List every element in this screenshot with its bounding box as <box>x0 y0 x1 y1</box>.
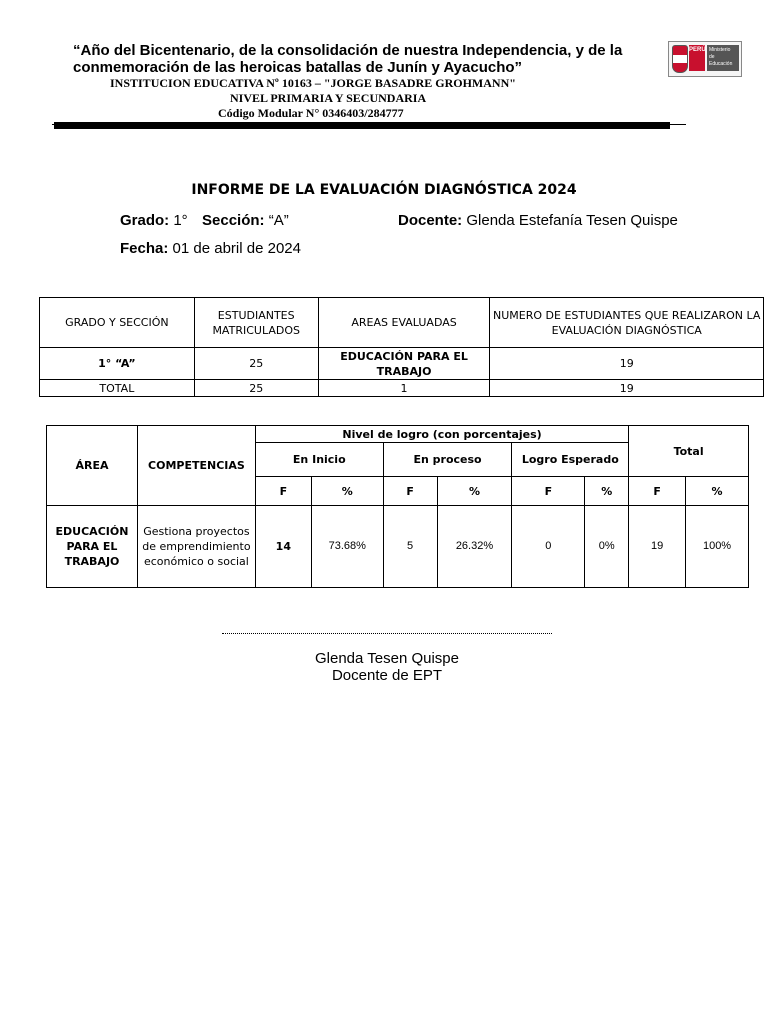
report-title: INFORME DE LA EVALUACIÓN DIAGNÓSTICA 2024 <box>191 182 577 198</box>
signature-line <box>222 633 552 634</box>
total-header: Total <box>629 426 749 477</box>
f-header: F <box>629 477 686 506</box>
logo-ministry-label: Ministerio de Educación <box>707 45 739 71</box>
percent-header: % <box>311 477 383 506</box>
nivel-logro-header: Nivel de logro (con porcentajes) <box>255 426 628 443</box>
table-row <box>40 348 764 380</box>
proceso-percent-cell: 26.32% <box>437 506 512 588</box>
grado-label: Grado: <box>120 212 170 229</box>
inicio-f-cell: 14 <box>255 506 311 588</box>
total-percent-cell: 100% <box>686 506 749 588</box>
header-cell: ESTUDIANTES MATRICULADOS <box>194 298 318 348</box>
esperado-f-cell: 0 <box>512 506 585 588</box>
inicio-percent-cell: 73.68% <box>311 506 383 588</box>
seccion-value: “A” <box>264 212 289 229</box>
area-header: ÁREA <box>47 426 138 506</box>
docente-value: Glenda Estefanía Tesen Quispe <box>462 212 678 229</box>
header-cell: GRADO Y SECCIÓN <box>40 298 195 348</box>
f-header: F <box>512 477 585 506</box>
logro-esperado-header: Logro Esperado <box>512 443 629 477</box>
institution-level: NIVEL PRIMARIA Y SECUNDARIA <box>230 91 427 105</box>
signature-role: Docente de EPT <box>331 667 443 684</box>
table-cell: EDUCACIÓN PARA EL TRABAJO <box>318 348 490 380</box>
fecha-value: 01 de abril de 2024 <box>168 240 301 257</box>
percent-header: % <box>686 477 749 506</box>
institution-name: INSTITUCION EDUCATIVA Nº 10163 – "JORGE BASADRE GROHMANN" <box>110 76 516 90</box>
total-f-cell: 19 <box>629 506 686 588</box>
institution-block <box>110 76 630 121</box>
seccion-label: Sección: <box>202 212 265 229</box>
percent-header: % <box>585 477 629 506</box>
institution-code: Código Modular N° 0346403/284777 <box>218 106 404 120</box>
seccion-field <box>202 212 289 229</box>
table-cell: 25 <box>194 380 318 397</box>
header-cell: AREAS EVALUADAS <box>318 298 490 348</box>
docente-field <box>398 212 678 229</box>
table-header-row <box>47 426 749 443</box>
grado-field <box>120 212 188 229</box>
ministry-logo <box>668 41 742 77</box>
table-cell: 1 <box>318 380 490 397</box>
percent-header: % <box>437 477 512 506</box>
coat-of-arms-icon <box>672 45 688 73</box>
grado-value: 1° <box>169 212 188 229</box>
table-cell: TOTAL <box>40 380 195 397</box>
results-table <box>46 425 749 588</box>
f-header: F <box>255 477 311 506</box>
logo-peru-label: PERÚ <box>689 45 705 71</box>
signature-name: Glenda Tesen Quispe <box>315 650 459 667</box>
fecha-label: Fecha: <box>120 240 169 257</box>
table-cell: 1° “A” <box>40 348 195 380</box>
table-cell: 19 <box>490 348 764 380</box>
en-proceso-header: En proceso <box>383 443 512 477</box>
competencia-cell: Gestiona proyectos de emprendimiento económico o social <box>137 506 255 588</box>
proceso-f-cell: 5 <box>383 506 437 588</box>
area-cell: EDUCACIÓN PARA EL TRABAJO <box>47 506 138 588</box>
header-motto: “Año del Bicentenario, de la consolidación de nuestra Independencia, y de la conmemoración de las heroicas batallas de Junín y Ayacucho” <box>73 42 623 76</box>
competencias-header: COMPETENCIAS <box>137 426 255 506</box>
f-header: F <box>383 477 437 506</box>
table-cell: 19 <box>490 380 764 397</box>
en-inicio-header: En Inicio <box>255 443 383 477</box>
fecha-field <box>120 240 301 257</box>
table-row <box>40 380 764 397</box>
header-cell: NUMERO DE ESTUDIANTES QUE REALIZARON LA EVALUACIÓN DIAGNÓSTICA <box>490 298 764 348</box>
table-cell: 25 <box>194 348 318 380</box>
table-row <box>47 506 749 588</box>
summary-table <box>39 297 764 397</box>
docente-label: Docente: <box>398 212 463 229</box>
header-divider-thick <box>54 122 670 129</box>
esperado-percent-cell: 0% <box>585 506 629 588</box>
table-header-row <box>40 298 764 348</box>
signature-block <box>0 650 768 684</box>
